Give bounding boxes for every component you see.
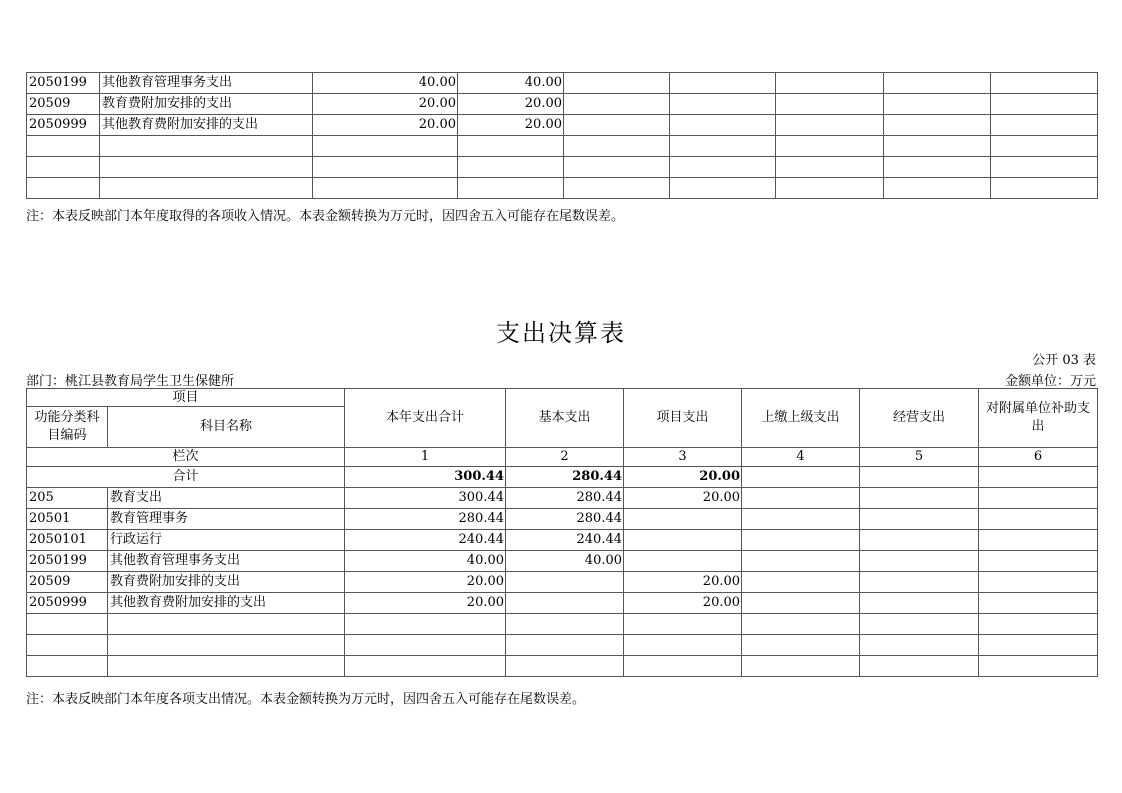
amount-cell: 300.44 <box>345 488 506 509</box>
amount-cell <box>979 509 1098 530</box>
table-row <box>27 656 1098 677</box>
amount-cell <box>313 157 458 178</box>
table-row <box>27 530 1098 551</box>
amount-cell: 40.00 <box>506 551 624 572</box>
amount-cell <box>776 94 884 115</box>
amount-cell <box>991 94 1098 115</box>
amount-cell: 40.00 <box>345 551 506 572</box>
code-cell <box>27 157 100 178</box>
amount-cell: 20.00 <box>624 572 742 593</box>
amount-cell <box>884 115 991 136</box>
amount-cell <box>884 178 991 199</box>
table-row <box>27 115 1098 136</box>
amount-cell <box>979 572 1098 593</box>
amount-cell <box>991 73 1098 94</box>
code-cell: 2050999 <box>27 115 100 136</box>
total-label: 合计 <box>27 467 345 488</box>
amount-cell <box>506 593 624 614</box>
code-cell <box>27 136 100 157</box>
amount-cell <box>313 178 458 199</box>
amount-cell <box>742 488 860 509</box>
code-cell <box>27 656 108 677</box>
amount-cell <box>776 136 884 157</box>
table-row <box>27 94 1098 115</box>
name-cell: 其他教育费附加安排的支出 <box>108 593 345 614</box>
amount-cell <box>776 178 884 199</box>
amount-cell <box>345 656 506 677</box>
amount-cell <box>991 136 1098 157</box>
name-cell: 其他教育管理事务支出 <box>100 73 313 94</box>
header-total: 本年支出合计 <box>345 389 506 448</box>
amount-cell <box>313 136 458 157</box>
code-cell: 2050199 <box>27 551 108 572</box>
column-number: 4 <box>742 448 860 467</box>
amount-cell <box>742 551 860 572</box>
table-row <box>27 551 1098 572</box>
amount-cell <box>624 530 742 551</box>
total-cell: 300.44 <box>345 467 506 488</box>
amount-cell <box>564 136 670 157</box>
amount-cell <box>624 656 742 677</box>
amount-cell: 280.44 <box>506 488 624 509</box>
amount-cell <box>979 635 1098 656</box>
amount-cell <box>860 509 979 530</box>
amount-cell <box>860 530 979 551</box>
header-subsidy: 对附属单位补助支出 <box>979 389 1098 448</box>
total-row <box>27 467 1098 488</box>
total-cell <box>979 467 1098 488</box>
name-cell: 教育管理事务 <box>108 509 345 530</box>
amount-cell <box>564 157 670 178</box>
expense-table-note: 注：本表反映部门本年度各项支出情况。本表金额转换为万元时，因四舍五入可能存在尾数误差。 <box>26 692 586 707</box>
income-table-continued <box>26 72 1098 199</box>
amount-cell <box>884 136 991 157</box>
total-cell: 20.00 <box>624 467 742 488</box>
amount-cell: 240.44 <box>345 530 506 551</box>
department-label: 部门：桃江县教育局学生卫生保健所 <box>26 374 235 389</box>
expense-table <box>26 388 1098 677</box>
amount-cell <box>670 73 776 94</box>
amount-cell <box>776 115 884 136</box>
amount-cell <box>860 551 979 572</box>
code-cell <box>27 178 100 199</box>
amount-cell <box>884 157 991 178</box>
amount-cell <box>742 614 860 635</box>
amount-cell: 20.00 <box>313 115 458 136</box>
amount-cell <box>564 178 670 199</box>
amount-cell <box>991 115 1098 136</box>
income-table-note: 注：本表反映部门本年度取得的各项收入情况。本表金额转换为万元时，因四舍五入可能存在尾数误差。 <box>26 209 625 224</box>
page-title: 支出决算表 <box>496 319 626 347</box>
amount-cell <box>624 551 742 572</box>
column-row-label: 栏次 <box>27 448 345 467</box>
amount-cell <box>979 614 1098 635</box>
amount-cell <box>670 157 776 178</box>
amount-cell <box>742 572 860 593</box>
total-cell <box>742 467 860 488</box>
header-operating: 经营支出 <box>860 389 979 448</box>
name-cell: 其他教育费附加安排的支出 <box>100 115 313 136</box>
name-cell: 教育费附加安排的支出 <box>100 94 313 115</box>
header-basic: 基本支出 <box>506 389 624 448</box>
amount-cell: 20.00 <box>458 115 564 136</box>
amount-cell <box>506 614 624 635</box>
name-cell <box>108 635 345 656</box>
column-number: 3 <box>624 448 742 467</box>
table-row <box>27 572 1098 593</box>
amount-cell <box>564 94 670 115</box>
header-code: 功能分类科目编码 <box>27 407 108 448</box>
amount-cell <box>458 157 564 178</box>
amount-cell <box>979 593 1098 614</box>
amount-cell <box>742 593 860 614</box>
amount-cell <box>458 178 564 199</box>
name-cell <box>108 656 345 677</box>
name-cell: 教育支出 <box>108 488 345 509</box>
amount-cell <box>884 73 991 94</box>
amount-cell <box>670 136 776 157</box>
header-item: 项目 <box>27 389 345 407</box>
amount-cell <box>506 572 624 593</box>
amount-cell <box>860 572 979 593</box>
amount-cell <box>979 488 1098 509</box>
total-cell: 280.44 <box>506 467 624 488</box>
amount-cell <box>345 635 506 656</box>
amount-cell <box>624 635 742 656</box>
table-row <box>27 488 1098 509</box>
name-cell <box>100 136 313 157</box>
amount-cell <box>979 530 1098 551</box>
column-number: 2 <box>506 448 624 467</box>
amount-cell <box>670 115 776 136</box>
amount-cell <box>670 178 776 199</box>
amount-cell: 280.44 <box>345 509 506 530</box>
amount-cell <box>564 115 670 136</box>
name-cell: 其他教育管理事务支出 <box>108 551 345 572</box>
header-name: 科目名称 <box>108 407 345 448</box>
amount-cell <box>506 635 624 656</box>
amount-cell <box>564 73 670 94</box>
name-cell <box>100 157 313 178</box>
amount-cell <box>458 136 564 157</box>
amount-cell <box>742 509 860 530</box>
amount-cell <box>860 635 979 656</box>
code-cell: 20509 <box>27 94 100 115</box>
table-row <box>27 509 1098 530</box>
name-cell <box>100 178 313 199</box>
amount-cell: 20.00 <box>624 488 742 509</box>
amount-cell <box>506 656 624 677</box>
name-cell: 行政运行 <box>108 530 345 551</box>
table-row <box>27 178 1098 199</box>
table-row <box>27 635 1098 656</box>
total-cell <box>860 467 979 488</box>
code-cell: 205 <box>27 488 108 509</box>
table-row <box>27 157 1098 178</box>
form-number: 公开 03 表 <box>1032 353 1096 368</box>
amount-cell: 20.00 <box>345 572 506 593</box>
column-number: 1 <box>345 448 506 467</box>
amount-cell <box>776 157 884 178</box>
amount-cell: 20.00 <box>624 593 742 614</box>
amount-cell <box>991 157 1098 178</box>
column-number: 5 <box>860 448 979 467</box>
name-cell <box>108 614 345 635</box>
code-cell: 2050999 <box>27 593 108 614</box>
amount-cell: 20.00 <box>345 593 506 614</box>
code-cell: 20501 <box>27 509 108 530</box>
table-row <box>27 136 1098 157</box>
amount-cell <box>884 94 991 115</box>
amount-cell: 240.44 <box>506 530 624 551</box>
table-row <box>27 593 1098 614</box>
amount-cell <box>624 509 742 530</box>
unit-label: 金额单位：万元 <box>1004 374 1096 389</box>
code-cell: 2050199 <box>27 73 100 94</box>
amount-cell <box>776 73 884 94</box>
amount-cell: 40.00 <box>458 73 564 94</box>
table-row <box>27 614 1098 635</box>
amount-cell <box>742 635 860 656</box>
amount-cell: 20.00 <box>313 94 458 115</box>
amount-cell <box>742 530 860 551</box>
name-cell: 教育费附加安排的支出 <box>108 572 345 593</box>
amount-cell <box>670 94 776 115</box>
amount-cell <box>979 551 1098 572</box>
column-number: 6 <box>979 448 1098 467</box>
amount-cell <box>991 178 1098 199</box>
amount-cell <box>860 656 979 677</box>
header-remit: 上缴上级支出 <box>742 389 860 448</box>
amount-cell: 20.00 <box>458 94 564 115</box>
code-cell: 20509 <box>27 572 108 593</box>
amount-cell <box>345 614 506 635</box>
amount-cell <box>860 614 979 635</box>
header-project: 项目支出 <box>624 389 742 448</box>
table-row <box>27 73 1098 94</box>
amount-cell <box>624 614 742 635</box>
code-cell: 2050101 <box>27 530 108 551</box>
amount-cell <box>860 488 979 509</box>
amount-cell <box>979 656 1098 677</box>
amount-cell: 280.44 <box>506 509 624 530</box>
amount-cell <box>860 593 979 614</box>
code-cell <box>27 635 108 656</box>
code-cell <box>27 614 108 635</box>
amount-cell: 40.00 <box>313 73 458 94</box>
amount-cell <box>742 656 860 677</box>
